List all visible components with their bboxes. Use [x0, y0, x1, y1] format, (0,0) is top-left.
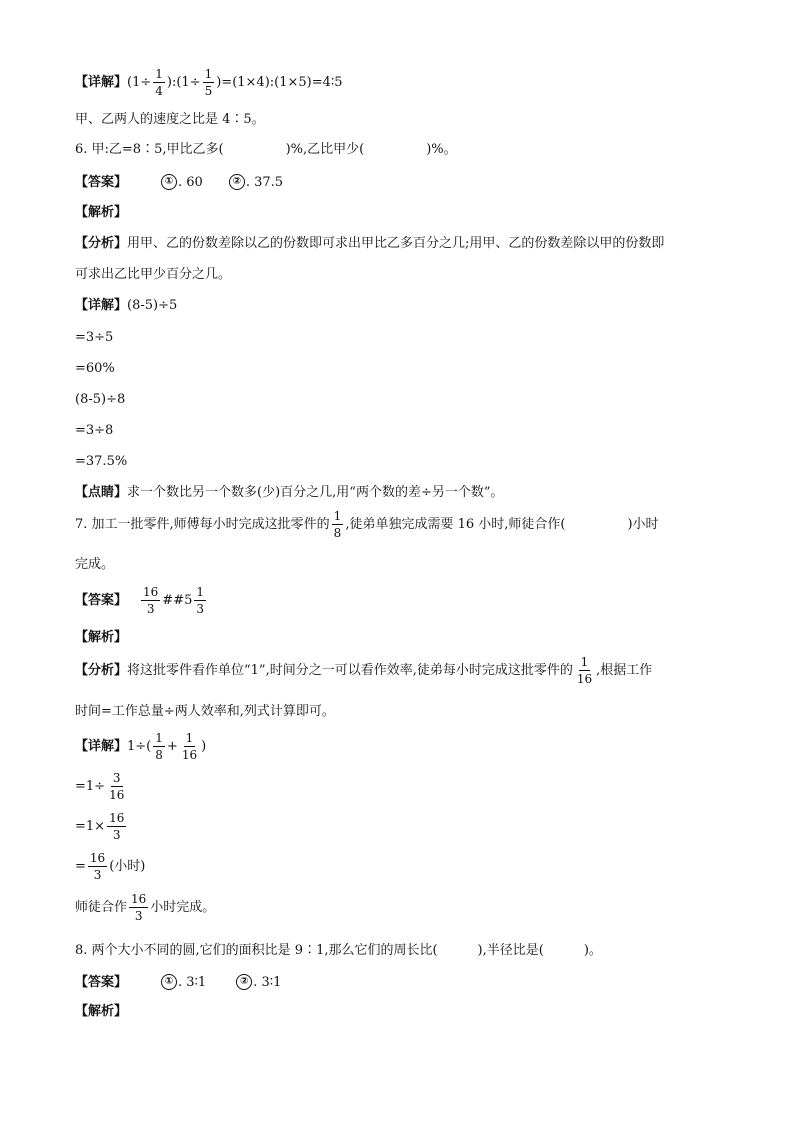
text: (8-5)÷5	[127, 298, 178, 313]
q7-step	[75, 812, 128, 841]
text: 师徒合作	[75, 900, 128, 915]
q7-question-2: 完成。	[75, 557, 115, 572]
circled-two: ②	[229, 174, 245, 190]
fraction: $\frac{1}{3}$	[196, 585, 204, 616]
analysis-tag: 【解析】	[75, 1004, 128, 1019]
q5-detail-line	[75, 68, 343, 97]
q6-step: =37.5%	[75, 454, 128, 469]
q6-question	[75, 143, 457, 156]
fraction: $\frac{16}{3}$	[131, 892, 147, 923]
text: )	[201, 739, 207, 754]
analysis-tag: 【解析】	[75, 630, 128, 645]
q7-fenxi	[75, 656, 652, 685]
q7-detail	[75, 732, 206, 761]
detail-tag: 【详解】	[75, 739, 128, 754]
text: 8. 两个大小不同的圆,它们的面积比是 9∶1,那么它们的周长比(	[75, 943, 438, 958]
q6-fenxi-2: 可求出乙比甲少百分之几。	[75, 267, 232, 282]
fenxi-tag: 【分析】	[75, 663, 128, 678]
text: ,徒弟单独完成需要 16 小时,师徒合作(	[345, 517, 566, 532]
answer-tag: 【答案】	[75, 174, 128, 190]
text: ),半径比是(	[477, 943, 544, 958]
text: (小时)	[109, 859, 146, 874]
fraction: $\frac{16}{3}$	[109, 811, 125, 842]
q7-step	[75, 772, 128, 801]
q7-answer	[75, 586, 208, 615]
text: =	[75, 859, 86, 874]
q6-answer	[75, 174, 283, 190]
circled-two: ②	[236, 974, 252, 990]
text: +	[166, 739, 178, 754]
q7-question	[75, 510, 659, 539]
text: =1×	[75, 819, 106, 834]
q6-step: (8-5)÷8	[75, 392, 126, 407]
fraction: $\frac{16}{3}$	[89, 851, 106, 882]
fraction: $\frac{1}{4}$	[155, 67, 163, 98]
q6-detail	[75, 299, 177, 312]
answer-value: . 3∶1	[253, 974, 282, 990]
text: (1÷	[127, 75, 152, 90]
text: 将这批零件看作单位“1”,时间分之一可以看作效率,徒弟每小时完成这批零件的	[127, 663, 573, 678]
q6-step: =60%	[75, 361, 115, 376]
detail-tag: 【详解】	[75, 298, 128, 313]
text: =1÷	[75, 779, 106, 794]
analysis-tag: 【解析】	[75, 205, 128, 220]
text: 1÷(	[127, 739, 152, 754]
fenxi-tag: 【分析】	[75, 236, 128, 251]
text: )%。	[426, 142, 457, 157]
circled-one: ①	[161, 974, 177, 990]
q8-question	[75, 944, 602, 957]
text: ##5	[162, 593, 193, 608]
fraction: $\frac{1}{16}$	[576, 655, 593, 686]
q7-step	[75, 852, 145, 881]
fraction: $\frac{16}{3}$	[143, 585, 159, 616]
text: )=(1×4):(1×5)=4∶5	[216, 75, 343, 90]
answer-value: . 37.5	[245, 174, 284, 190]
q8-answer	[75, 974, 281, 990]
detail-tag: 【详解】	[75, 75, 128, 90]
fraction: $\frac{1}{8}$	[333, 509, 342, 540]
dianjing-tag: 【点睛】	[75, 485, 128, 500]
q5-conclusion: 甲、乙两人的速度之比是 4∶5。	[75, 112, 265, 127]
fraction: $\frac{1}{5}$	[204, 67, 213, 98]
q7-conclusion	[75, 893, 215, 922]
q7-fenxi-2: 时间=工作总量÷两人效率和,列式计算即可。	[75, 704, 335, 719]
fraction: $\frac{3}{16}$	[109, 771, 125, 802]
answer-tag: 【答案】	[75, 593, 128, 608]
fraction: $\frac{1}{16}$	[181, 731, 198, 762]
text: )%,乙比甲少(	[285, 142, 365, 157]
q6-dianjing	[75, 486, 503, 499]
q6-step: =3÷8	[75, 423, 114, 438]
text: )小时	[627, 517, 659, 532]
text: ):(1÷	[166, 75, 201, 90]
answer-value: . 60	[178, 174, 203, 190]
q6-step: =3÷5	[75, 330, 114, 345]
text: ,根据工作	[596, 663, 653, 678]
text: 7. 加工一批零件,师傅每小时完成这批零件的	[75, 517, 330, 532]
text: )。	[583, 943, 602, 958]
text: 小时完成。	[150, 900, 216, 915]
circled-one: ①	[161, 174, 177, 190]
answer-tag: 【答案】	[75, 974, 128, 990]
answer-value: . 3∶1	[178, 974, 207, 990]
fraction: $\frac{1}{8}$	[155, 731, 163, 762]
q6-fenxi	[75, 237, 664, 250]
text: 用甲、乙的份数差除以乙的份数即可求出甲比乙多百分之几;用甲、乙的份数差除以甲的份数即	[127, 236, 665, 251]
text: 求一个数比另一个数多(少)百分之几,用“两个数的差÷另一个数”。	[127, 485, 504, 500]
text: 6. 甲:乙=8∶5,甲比乙多(	[75, 142, 224, 157]
